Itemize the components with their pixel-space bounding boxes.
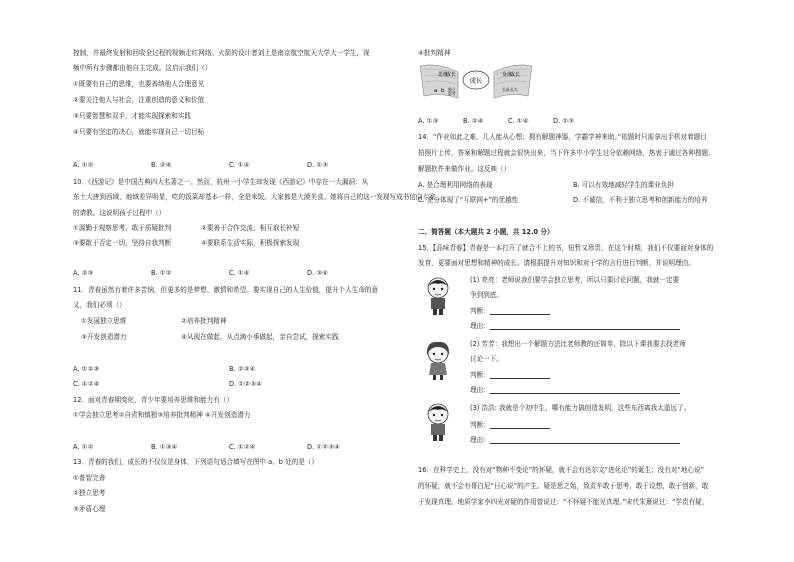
- left-wing-label: 成长: [446, 72, 457, 78]
- girl-avatar-icon: [424, 341, 452, 381]
- right-wing-shape: [494, 65, 532, 98]
- q12-stem: 12．面对青春期变化，青少年要培养思维和能力有（）: [73, 396, 234, 404]
- judge-label: 判断：: [470, 307, 490, 315]
- q10-item: ④要联系生活实际，积极探索发现: [201, 239, 300, 247]
- q14-option-a[interactable]: A. 是合理利用网络的表现: [418, 181, 493, 189]
- judge-label: 判断：: [470, 421, 490, 429]
- option-b[interactable]: B. ②③④: [229, 365, 256, 373]
- left-wing-label: 思维: [438, 72, 449, 78]
- q14-option-d[interactable]: D. 不诚信，不利于独立思考和创新能力的培养: [573, 196, 708, 204]
- q13-item: ③矛盾心理: [73, 505, 106, 513]
- q10-item: ①源勤于观察思考，敢于质疑批判: [73, 224, 172, 232]
- reason-label: 理由：: [470, 436, 490, 444]
- center-label: 成长: [469, 76, 483, 85]
- statement-3: (3) 浩浩: 我就是个初中生，哪有能力搞创造发明，这些东西离我太遥远了。: [470, 404, 691, 412]
- q9-item: ③只要智慧和双手，才能实现探索和实践: [73, 112, 192, 120]
- boy-avatar-icon: [424, 276, 452, 316]
- option-b[interactable]: B. ①②: [151, 269, 172, 277]
- judge-3: [470, 422, 550, 429]
- option-b[interactable]: B. ①③④: [151, 443, 178, 451]
- q11-item: ②培养批判精神: [181, 317, 227, 325]
- growth-wing-diagram: [418, 62, 534, 104]
- left-small-label: 思考: [448, 91, 456, 96]
- q10-stem: 10．《西游记》是中国古典四大名著之一。然而，杭州一小学生却发现《西游记》中存在一大漏洞：从: [73, 178, 369, 186]
- option-d[interactable]: D. ③④: [307, 269, 329, 277]
- judge-label: 判断：: [470, 371, 490, 379]
- statement-1-cont: 争到到底。: [470, 291, 503, 299]
- q9-item: ②要关注他人与社会，注重创造的意义和价值: [73, 96, 205, 104]
- right-wing-label: 成长: [510, 72, 521, 78]
- right-small-label: 长大: [510, 87, 518, 92]
- q11-item: ④从现在做起，从点滴小事做起，亲自尝试，探索实践: [181, 333, 339, 341]
- option-a[interactable]: A. ①②: [73, 443, 94, 451]
- q11-item: ③开发创造潜力: [81, 333, 127, 341]
- judge-blank-2[interactable]: [490, 373, 550, 379]
- q9-intro-line: 频中所有步骤都由他自主完成。这启示我们（）: [73, 64, 212, 72]
- label-b: b: [441, 88, 445, 94]
- option-b[interactable]: B. ②④: [151, 161, 172, 169]
- q10-stem: 的请教。这说明孩子过程中（）: [73, 209, 166, 217]
- option-a[interactable]: A. ①③: [418, 117, 439, 125]
- q9-item: ①既要有自己的思维，也要善纳他人合理意见: [73, 80, 205, 88]
- statement-1: (1) 亮亮：老师说我们要学会独立思考，所以只要讨论问题，我就一定要: [470, 276, 680, 284]
- right-small-label: 长高: [502, 87, 510, 92]
- q16-stem: 的怀疑，就不会有哥白尼“日心说”的产生。疑是思之始，致责车敢于思考，敢于设想，敢于创新，敢: [418, 482, 709, 490]
- reason-label: 理由：: [470, 386, 490, 394]
- q11-item: ①发展独立思维: [81, 317, 127, 325]
- q13-item: ①普智完善: [73, 474, 106, 482]
- option-a[interactable]: A. ①②: [73, 161, 94, 169]
- q14-option-b[interactable]: B. 可以有效地减轻学生的课业负担: [573, 181, 675, 189]
- q14-stem: 拍照片上传，答案和解题过程就会很快出来，当下许多中小学生过分依赖网络，热衷于通过各种搜题、: [418, 149, 715, 157]
- statement-2-cont: 讨论一下。: [470, 355, 503, 363]
- q14-stem: 14．“作业如此之难，几人能从心想；拥有解题神器，学霸学神来助。”依题时只需拿出手机对着题目: [418, 133, 707, 141]
- reason-blank-2[interactable]: [490, 388, 680, 394]
- left-small-label: 独立: [448, 87, 456, 92]
- reason-blank-1[interactable]: [490, 324, 680, 330]
- q14-option-c[interactable]: C. 充分体现了“互联网+”的优越性: [418, 196, 519, 204]
- q15-stem: 15．【品味青春】青春是一本打开了就合不上的书，短暂又珍贵，在这个时期，我们不仅要面对身体的: [418, 244, 714, 252]
- q11-stem: 义，我们必须（）: [73, 301, 126, 309]
- section-heading: 二、简答题（本大题共 2 小题，共 12.0 分）: [418, 228, 554, 236]
- q10-item: ②要善于合作交流，相互取长补短: [201, 224, 300, 232]
- option-d[interactable]: D. ①②③④: [307, 443, 340, 451]
- option-c[interactable]: C. ①②④: [229, 443, 256, 451]
- q9-item: ④只要有坚定的决心，就能实现自己一切目标: [73, 128, 205, 136]
- q12-items: ①学会独立思考②自省和慎独③培养批判精神 ④开发创造潜力: [73, 411, 251, 419]
- boy-avatar-icon: [424, 402, 452, 442]
- option-b[interactable]: B. ②④: [463, 117, 484, 125]
- reason-label: 理由：: [470, 322, 490, 330]
- label-a: a: [434, 88, 438, 94]
- reason-blank-3[interactable]: [490, 438, 680, 444]
- judge-2: [470, 372, 550, 379]
- q15-stem: 发育，更要面对思想和精神的成长。请根据提升对知识和对于学的言行进行判断，并说明理由。: [418, 259, 695, 267]
- q16-stem: 16．在科学史上，没有对“物种不变论”的怀疑，就不会有达尔文“进化论”的诞生；没有对“地心说”: [418, 466, 705, 474]
- q16-stem: 于发现真理。地质学家李四光对疑的作用曾说过：“不怀疑不能见真理。”宋代朱熹说过：“学贵有疑，: [418, 498, 709, 506]
- option-c[interactable]: C. ①④: [229, 269, 250, 277]
- judge-blank-3[interactable]: [490, 423, 550, 429]
- judge-1: [470, 308, 550, 315]
- q10-item: ③要敢于否定一切，坚持自我判断: [73, 239, 172, 247]
- q13-item: ②独立思考: [73, 489, 106, 497]
- option-c[interactable]: C. ①④: [229, 161, 250, 169]
- q13-stem: 13．青春的我们，成长的不仅仅是身体，下列语句适合填写在图中 a、b 处的是（）: [73, 458, 318, 466]
- option-d[interactable]: D. ①②③④: [229, 380, 262, 388]
- option-d[interactable]: D. ①③: [307, 161, 329, 169]
- wing-diagram-svg: [418, 62, 534, 104]
- option-a[interactable]: A. ②③: [73, 269, 94, 277]
- q13-item: ④批判精神: [418, 49, 451, 57]
- option-a[interactable]: A. ①②③: [73, 365, 100, 373]
- reason-3: [470, 437, 680, 444]
- option-d[interactable]: D. ②③: [553, 117, 575, 125]
- option-c[interactable]: C. ①④: [508, 117, 529, 125]
- q11-stem: 11．青春虽然有着许多苦恼，但更多的是梦想、激情和希望。要实现自己的人生价值，提升个人生命的意: [73, 286, 379, 294]
- reason-2: [470, 387, 680, 394]
- q10-stem: 东土大唐到西域，地域差异明显，吃的饭菜却基本一样，全是米饭。大家都是大漠美食。她将自己的这一发现写成书信向专家: [73, 193, 436, 201]
- right-wing-label: 身体: [502, 72, 513, 78]
- q14-stem: 解题软件来做作业。这反映（）: [418, 165, 511, 173]
- judge-blank-1[interactable]: [490, 309, 550, 315]
- q9-intro-line: 控制，并最终发射和回收全过程的视频走红网络。火箭的设计者刘上是南京航空航天大学大一学生，视: [73, 49, 370, 57]
- statement-2: (2) 芳芳：我想出一个解题方法比老师教的还简单，除以下课我要去找老师: [470, 340, 686, 348]
- option-c[interactable]: C. ①②④: [73, 380, 100, 388]
- reason-1: [470, 323, 680, 330]
